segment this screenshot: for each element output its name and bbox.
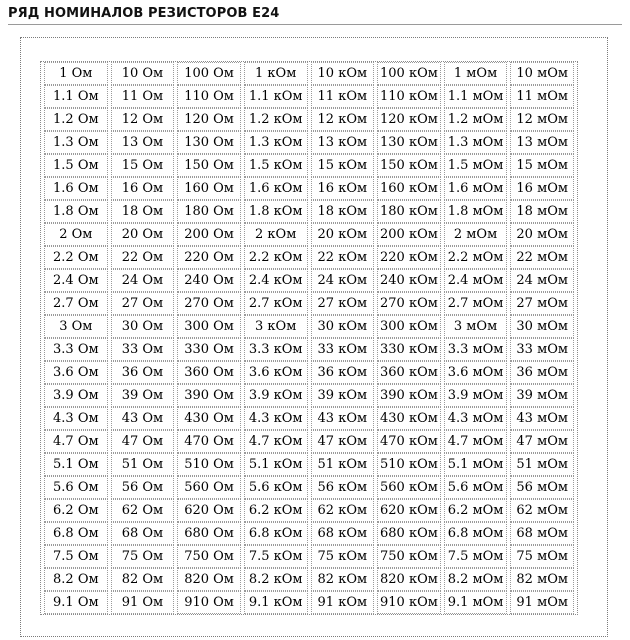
table-cell: 27 Ом	[111, 292, 175, 315]
table-cell: 16 мОм	[510, 177, 574, 200]
table-cell: 200 Ом	[177, 223, 241, 246]
table-cell: 1.5 мОм	[444, 154, 508, 177]
table-cell: 5.1 мОм	[444, 453, 508, 476]
table-cell: 8.2 Ом	[44, 568, 108, 591]
table-cell: 300 Ом	[177, 315, 241, 338]
table-cell: 18 мОм	[510, 200, 574, 223]
table-cell: 10 мОм	[510, 62, 574, 85]
table-cell: 6.2 мОм	[444, 499, 508, 522]
table-cell: 7.5 Ом	[44, 545, 108, 568]
table-cell: 2.7 Ом	[44, 292, 108, 315]
table-cell: 3.3 Ом	[44, 338, 108, 361]
table-cell: 3.9 кОм	[244, 384, 308, 407]
table-cell: 68 Ом	[111, 522, 175, 545]
table-cell: 4.3 кОм	[244, 407, 308, 430]
table-cell: 11 мОм	[510, 85, 574, 108]
table-cell: 2 мОм	[444, 223, 508, 246]
table-cell: 360 Ом	[177, 361, 241, 384]
table-cell: 16 кОм	[311, 177, 375, 200]
table-cell: 1 кОм	[244, 62, 308, 85]
table-cell: 33 Ом	[111, 338, 175, 361]
table-cell: 270 кОм	[377, 292, 441, 315]
table-cell: 5.6 мОм	[444, 476, 508, 499]
table-cell: 300 кОм	[377, 315, 441, 338]
table-cell: 3.9 Ом	[44, 384, 108, 407]
table-cell: 100 Ом	[177, 62, 241, 85]
table-cell: 9.1 Ом	[44, 591, 108, 614]
table-cell: 680 кОм	[377, 522, 441, 545]
table-cell: 30 Ом	[111, 315, 175, 338]
table-cell: 10 кОм	[311, 62, 375, 85]
table-cell: 39 кОм	[311, 384, 375, 407]
table-cell: 2.4 Ом	[44, 269, 108, 292]
table-cell: 43 кОм	[311, 407, 375, 430]
table-row	[44, 315, 574, 338]
table-cell: 510 кОм	[377, 453, 441, 476]
table-cell: 1.8 кОм	[244, 200, 308, 223]
table-row	[44, 545, 574, 568]
table-cell: 750 Ом	[177, 545, 241, 568]
table-cell: 47 мОм	[510, 430, 574, 453]
table-cell: 560 кОм	[377, 476, 441, 499]
table-row	[44, 154, 574, 177]
table-cell: 7.5 кОм	[244, 545, 308, 568]
table-cell: 4.7 мОм	[444, 430, 508, 453]
table-cell: 680 Ом	[177, 522, 241, 545]
table-cell: 39 Ом	[111, 384, 175, 407]
table-row	[44, 384, 574, 407]
table-cell: 20 мОм	[510, 223, 574, 246]
table-cell: 7.5 мОм	[444, 545, 508, 568]
table-cell: 6.8 кОм	[244, 522, 308, 545]
table-row	[44, 522, 574, 545]
resistor-values-body	[44, 62, 574, 614]
table-row	[44, 108, 574, 131]
table-cell: 2.2 Ом	[44, 246, 108, 269]
table-row	[44, 62, 574, 85]
table-cell: 33 мОм	[510, 338, 574, 361]
table-cell: 180 Ом	[177, 200, 241, 223]
table-cell: 39 мОм	[510, 384, 574, 407]
table-cell: 2 Ом	[44, 223, 108, 246]
title-divider	[8, 24, 622, 25]
table-row	[44, 269, 574, 292]
table-cell: 22 Ом	[111, 246, 175, 269]
table-row	[44, 476, 574, 499]
table-cell: 200 кОм	[377, 223, 441, 246]
table-cell: 1.8 мОм	[444, 200, 508, 223]
table-cell: 2.2 кОм	[244, 246, 308, 269]
table-cell: 12 Ом	[111, 108, 175, 131]
table-row	[44, 407, 574, 430]
table-cell: 1 Ом	[44, 62, 108, 85]
table-cell: 47 Ом	[111, 430, 175, 453]
table-cell: 9.1 мОм	[444, 591, 508, 614]
table-cell: 18 Ом	[111, 200, 175, 223]
table-cell: 82 мОм	[510, 568, 574, 591]
table-cell: 470 Ом	[177, 430, 241, 453]
table-cell: 390 Ом	[177, 384, 241, 407]
table-cell: 5.1 Ом	[44, 453, 108, 476]
table-row	[44, 338, 574, 361]
table-cell: 750 кОм	[377, 545, 441, 568]
table-cell: 56 мОм	[510, 476, 574, 499]
table-cell: 160 кОм	[377, 177, 441, 200]
table-cell: 91 кОм	[311, 591, 375, 614]
table-cell: 180 кОм	[377, 200, 441, 223]
table-cell: 13 Ом	[111, 131, 175, 154]
table-cell: 22 мОм	[510, 246, 574, 269]
table-cell: 360 кОм	[377, 361, 441, 384]
table-cell: 3 кОм	[244, 315, 308, 338]
table-cell: 13 мОм	[510, 131, 574, 154]
table-cell: 75 мОм	[510, 545, 574, 568]
page-title: РЯД НОМИНАЛОВ РЕЗИСТОРОВ Е24	[8, 6, 280, 21]
table-cell: 1.2 кОм	[244, 108, 308, 131]
table-cell: 20 Ом	[111, 223, 175, 246]
table-row	[44, 85, 574, 108]
table-cell: 1.1 Ом	[44, 85, 108, 108]
table-cell: 33 кОм	[311, 338, 375, 361]
table-cell: 3.3 кОм	[244, 338, 308, 361]
table-cell: 130 кОм	[377, 131, 441, 154]
table-cell: 1.6 Ом	[44, 177, 108, 200]
table-cell: 110 Ом	[177, 85, 241, 108]
table-cell: 2.7 кОм	[244, 292, 308, 315]
table-cell: 43 Ом	[111, 407, 175, 430]
table-cell: 1.2 Ом	[44, 108, 108, 131]
table-cell: 20 кОм	[311, 223, 375, 246]
table-cell: 5.6 Ом	[44, 476, 108, 499]
table-cell: 91 мОм	[510, 591, 574, 614]
table-cell: 51 кОм	[311, 453, 375, 476]
table-cell: 24 кОм	[311, 269, 375, 292]
table-row	[44, 246, 574, 269]
table-row	[44, 361, 574, 384]
table-cell: 68 кОм	[311, 522, 375, 545]
table-cell: 430 кОм	[377, 407, 441, 430]
table-cell: 4.3 мОм	[444, 407, 508, 430]
table-cell: 910 Ом	[177, 591, 241, 614]
table-cell: 24 Ом	[111, 269, 175, 292]
table-cell: 2.7 мОм	[444, 292, 508, 315]
table-cell: 56 кОм	[311, 476, 375, 499]
table-cell: 1.3 кОм	[244, 131, 308, 154]
table-cell: 24 мОм	[510, 269, 574, 292]
table-cell: 330 кОм	[377, 338, 441, 361]
table-cell: 4.7 кОм	[244, 430, 308, 453]
table-cell: 110 кОм	[377, 85, 441, 108]
table-row	[44, 591, 574, 614]
table-cell: 270 Ом	[177, 292, 241, 315]
table-cell: 6.8 Ом	[44, 522, 108, 545]
table-cell: 91 Ом	[111, 591, 175, 614]
table-cell: 1.1 кОм	[244, 85, 308, 108]
table-cell: 2.4 кОм	[244, 269, 308, 292]
table-cell: 1.5 кОм	[244, 154, 308, 177]
table-cell: 130 Ом	[177, 131, 241, 154]
table-cell: 75 Ом	[111, 545, 175, 568]
table-row	[44, 499, 574, 522]
table-cell: 120 кОм	[377, 108, 441, 131]
table-cell: 3.9 мОм	[444, 384, 508, 407]
table-cell: 3 Ом	[44, 315, 108, 338]
table-cell: 36 кОм	[311, 361, 375, 384]
table-cell: 3.6 Ом	[44, 361, 108, 384]
table-cell: 510 Ом	[177, 453, 241, 476]
table-cell: 240 Ом	[177, 269, 241, 292]
table-cell: 36 мОм	[510, 361, 574, 384]
table-cell: 1.5 Ом	[44, 154, 108, 177]
table-cell: 27 мОм	[510, 292, 574, 315]
table-cell: 1.8 Ом	[44, 200, 108, 223]
table-cell: 4.7 Ом	[44, 430, 108, 453]
table-cell: 6.2 Ом	[44, 499, 108, 522]
table-cell: 30 кОм	[311, 315, 375, 338]
table-cell: 3.6 мОм	[444, 361, 508, 384]
table-cell: 1.2 мОм	[444, 108, 508, 131]
table-cell: 620 Ом	[177, 499, 241, 522]
table-cell: 470 кОм	[377, 430, 441, 453]
table-row	[44, 430, 574, 453]
table-cell: 2.2 мОм	[444, 246, 508, 269]
table-cell: 82 кОм	[311, 568, 375, 591]
table-cell: 36 Ом	[111, 361, 175, 384]
table-cell: 51 мОм	[510, 453, 574, 476]
table-cell: 18 кОм	[311, 200, 375, 223]
table-cell: 1.1 мОм	[444, 85, 508, 108]
table-cell: 1.6 мОм	[444, 177, 508, 200]
table-cell: 51 Ом	[111, 453, 175, 476]
table-row	[44, 200, 574, 223]
table-cell: 4.3 Ом	[44, 407, 108, 430]
table-cell: 30 мОм	[510, 315, 574, 338]
table-cell: 3 мОм	[444, 315, 508, 338]
table-cell: 220 Ом	[177, 246, 241, 269]
table-cell: 62 кОм	[311, 499, 375, 522]
table-cell: 15 кОм	[311, 154, 375, 177]
table-cell: 43 мОм	[510, 407, 574, 430]
table-cell: 150 Ом	[177, 154, 241, 177]
table-cell: 1.3 Ом	[44, 131, 108, 154]
table-cell: 82 Ом	[111, 568, 175, 591]
table-cell: 330 Ом	[177, 338, 241, 361]
table-cell: 9.1 кОм	[244, 591, 308, 614]
table-cell: 5.6 кОм	[244, 476, 308, 499]
table-cell: 5.1 кОм	[244, 453, 308, 476]
table-row	[44, 292, 574, 315]
table-cell: 910 кОм	[377, 591, 441, 614]
table-cell: 1.3 мОм	[444, 131, 508, 154]
table-cell: 56 Ом	[111, 476, 175, 499]
table-cell: 240 кОм	[377, 269, 441, 292]
table-cell: 62 мОм	[510, 499, 574, 522]
table-cell: 47 кОм	[311, 430, 375, 453]
table-cell: 12 мОм	[510, 108, 574, 131]
table-cell: 13 кОм	[311, 131, 375, 154]
table-row	[44, 131, 574, 154]
table-cell: 8.2 кОм	[244, 568, 308, 591]
table-cell: 3.3 мОм	[444, 338, 508, 361]
table-cell: 150 кОм	[377, 154, 441, 177]
table-cell: 100 кОм	[377, 62, 441, 85]
table-cell: 6.8 мОм	[444, 522, 508, 545]
table-cell: 620 кОм	[377, 499, 441, 522]
table-cell: 820 кОм	[377, 568, 441, 591]
table-row	[44, 177, 574, 200]
table-cell: 3.6 кОм	[244, 361, 308, 384]
table-cell: 1.6 кОм	[244, 177, 308, 200]
table-cell: 6.2 кОм	[244, 499, 308, 522]
table-cell: 22 кОм	[311, 246, 375, 269]
table-cell: 75 кОм	[311, 545, 375, 568]
table-cell: 390 кОм	[377, 384, 441, 407]
table-cell: 220 кОм	[377, 246, 441, 269]
table-cell: 16 Ом	[111, 177, 175, 200]
resistor-values-table	[40, 61, 578, 615]
table-cell: 1 мОм	[444, 62, 508, 85]
table-cell: 15 мОм	[510, 154, 574, 177]
table-cell: 12 кОм	[311, 108, 375, 131]
table-cell: 27 кОм	[311, 292, 375, 315]
table-row	[44, 568, 574, 591]
table-cell: 2.4 мОм	[444, 269, 508, 292]
table-cell: 120 Ом	[177, 108, 241, 131]
table-cell: 8.2 мОм	[444, 568, 508, 591]
table-cell: 160 Ом	[177, 177, 241, 200]
table-cell: 11 кОм	[311, 85, 375, 108]
table-cell: 2 кОм	[244, 223, 308, 246]
table-cell: 68 мОм	[510, 522, 574, 545]
table-cell: 10 Ом	[111, 62, 175, 85]
table-cell: 820 Ом	[177, 568, 241, 591]
table-cell: 430 Ом	[177, 407, 241, 430]
table-cell: 560 Ом	[177, 476, 241, 499]
table-cell: 11 Ом	[111, 85, 175, 108]
table-row	[44, 223, 574, 246]
table-cell: 62 Ом	[111, 499, 175, 522]
table-cell: 15 Ом	[111, 154, 175, 177]
table-row	[44, 453, 574, 476]
